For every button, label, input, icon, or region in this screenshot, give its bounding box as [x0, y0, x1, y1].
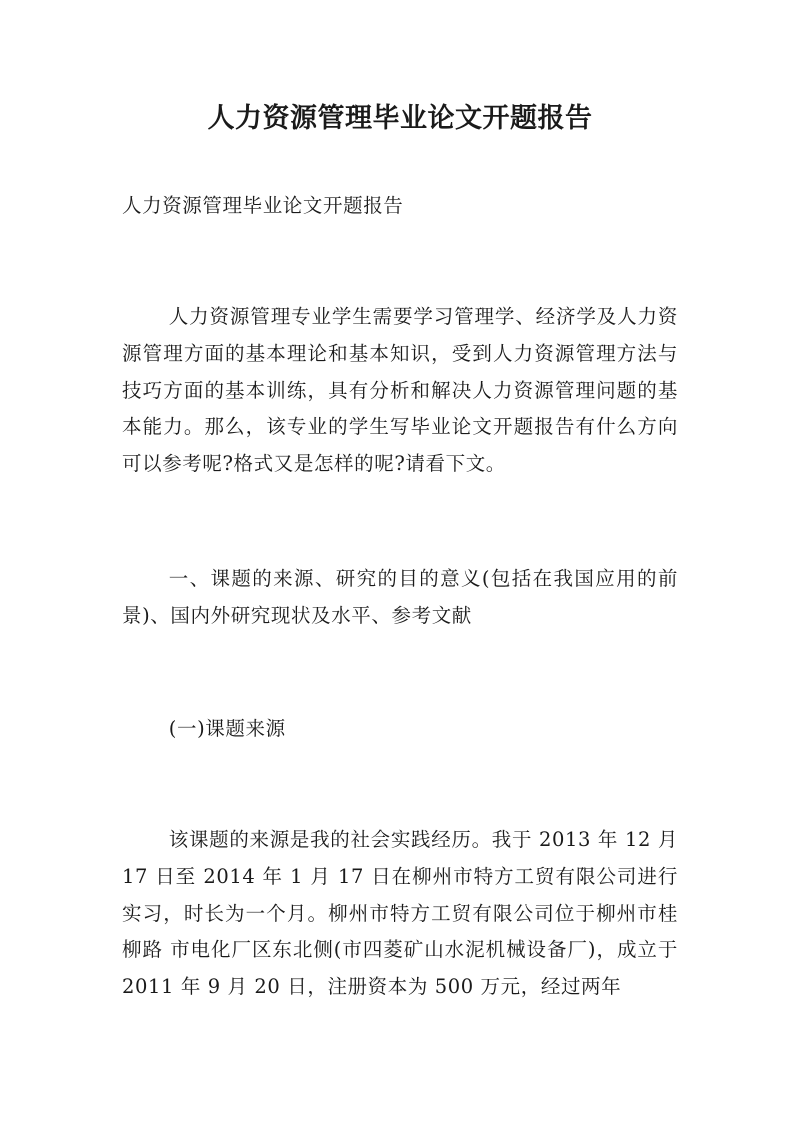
document-subtitle: 人力资源管理毕业论文开题报告	[122, 194, 404, 217]
intro-paragraph: 人力资源管理专业学生需要学习管理学、经济学及人力资源管理方面的基本理论和基本知识，受到人力资源管理方法与技巧方面的基本训练，具有分析和解决人力资源管理问题的基本能力。那么，该专业的学生写毕业论文开题报告有什么方向可以参考呢?格式又是怎样的呢?请看下文。	[122, 305, 678, 476]
document-title: 人力资源管理毕业论文开题报告	[207, 103, 593, 134]
subsection-heading-1: (一)课题来源	[168, 717, 286, 740]
subsection-body-paragraph: 该课题的来源是我的社会实践经历。我于 2013 年 12 月 17 日至 2014 年 1 月 17 日在柳州市特方工贸有限公司进行实习，时长为一个月。柳州市特方工贸有限公司位于柳州市桂柳路 市电化厂区东北侧(市四菱矿山水泥机械设备厂)，成立于 2011 年 9 月 20 日，注册资本为 500 万元，经过两年	[122, 828, 678, 999]
section-heading-1: 一、课题的来源、研究的目的意义(包括在我国应用的前景)、国内外研究现状及水平、参考文献	[122, 567, 678, 627]
